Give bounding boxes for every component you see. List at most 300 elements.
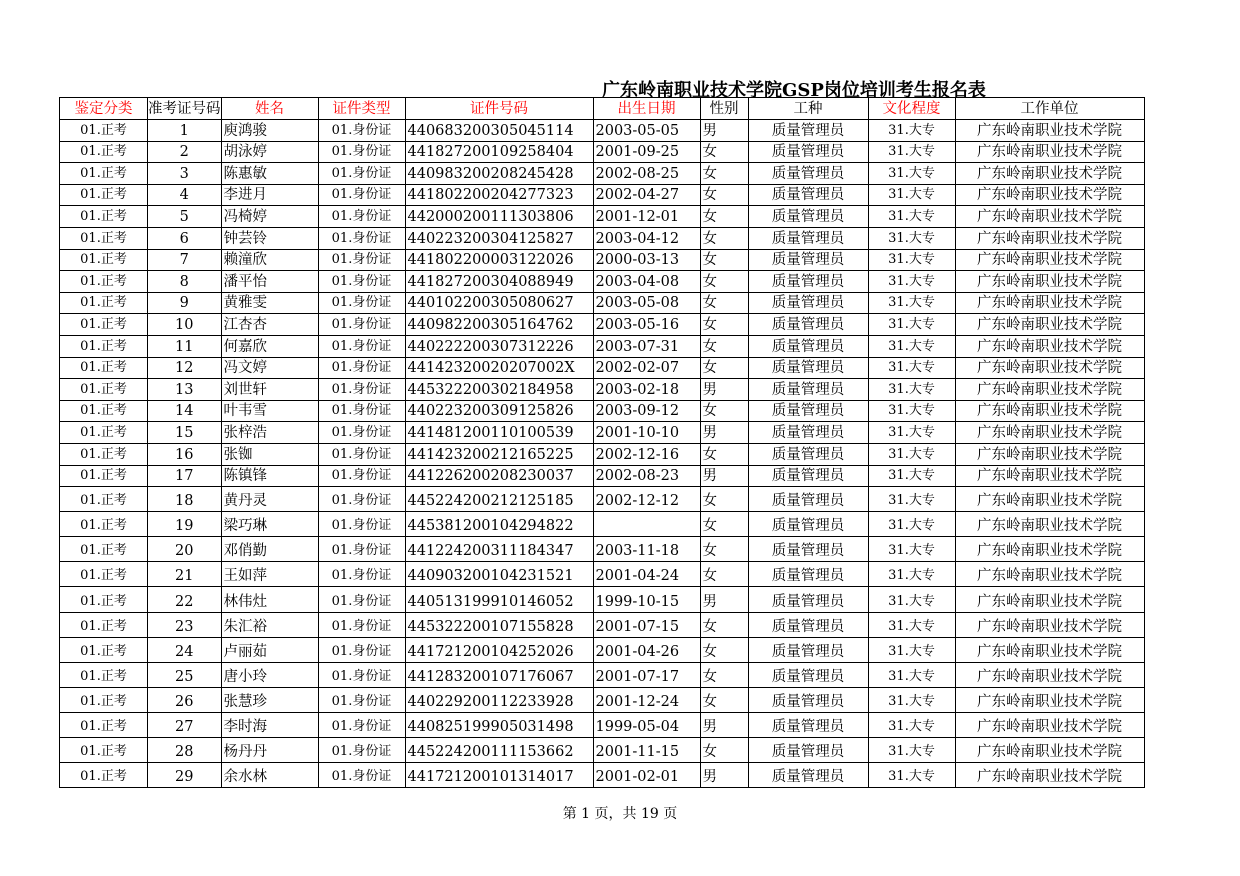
cell-category: 01.正考	[60, 314, 148, 336]
cell-name: 卢丽茹	[221, 637, 318, 662]
cell-job-type: 质量管理员	[748, 587, 868, 612]
cell-employer: 广东岭南职业技术学院	[955, 379, 1144, 401]
cell-category: 01.正考	[60, 184, 148, 206]
cell-birth-date: 2001-11-15	[593, 738, 700, 763]
cell-education: 31.大专	[868, 227, 955, 249]
cell-exam-number: 11	[148, 335, 222, 357]
cell-job-type: 质量管理员	[748, 335, 868, 357]
cell-name: 黄雅雯	[221, 292, 318, 314]
cell-birth-date: 2002-08-23	[593, 465, 700, 487]
cell-name: 胡泳婷	[221, 141, 318, 163]
header-employer: 工作单位	[955, 98, 1144, 120]
cell-category: 01.正考	[60, 738, 148, 763]
cell-job-type: 质量管理员	[748, 227, 868, 249]
cell-id-type: 01.身份证	[318, 562, 405, 587]
cell-name: 梁巧琳	[221, 512, 318, 537]
cell-id-number: 441827200109258404	[405, 141, 593, 163]
table-body	[60, 120, 1145, 788]
table-row	[60, 712, 1145, 737]
cell-exam-number: 24	[148, 637, 222, 662]
table-row	[60, 206, 1145, 228]
cell-id-type: 01.身份证	[318, 163, 405, 185]
header-birth-date: 出生日期	[593, 98, 700, 120]
cell-id-number: 441721200104252026	[405, 637, 593, 662]
cell-gender: 男	[700, 465, 748, 487]
cell-id-number: 445322200107155828	[405, 612, 593, 637]
cell-id-number: 440982200305164762	[405, 314, 593, 336]
cell-gender: 女	[700, 687, 748, 712]
cell-exam-number: 21	[148, 562, 222, 587]
cell-education: 31.大专	[868, 637, 955, 662]
cell-id-type: 01.身份证	[318, 422, 405, 444]
cell-id-type: 01.身份证	[318, 465, 405, 487]
cell-job-type: 质量管理员	[748, 184, 868, 206]
cell-education: 31.大专	[868, 512, 955, 537]
cell-education: 31.大专	[868, 443, 955, 465]
cell-birth-date: 2001-12-01	[593, 206, 700, 228]
cell-id-number: 440223200309125826	[405, 400, 593, 422]
cell-id-type: 01.身份证	[318, 712, 405, 737]
cell-employer: 广东岭南职业技术学院	[955, 249, 1144, 271]
cell-job-type: 质量管理员	[748, 712, 868, 737]
cell-employer: 广东岭南职业技术学院	[955, 292, 1144, 314]
cell-exam-number: 9	[148, 292, 222, 314]
cell-employer: 广东岭南职业技术学院	[955, 314, 1144, 336]
cell-id-type: 01.身份证	[318, 141, 405, 163]
cell-gender: 女	[700, 227, 748, 249]
cell-exam-number: 29	[148, 763, 222, 788]
table-row	[60, 465, 1145, 487]
cell-id-type: 01.身份证	[318, 206, 405, 228]
cell-id-number: 44142320020207002X	[405, 357, 593, 379]
table-row	[60, 422, 1145, 444]
cell-name: 陈镇锋	[221, 465, 318, 487]
cell-education: 31.大专	[868, 400, 955, 422]
cell-birth-date: 2003-07-31	[593, 335, 700, 357]
cell-id-type: 01.身份证	[318, 227, 405, 249]
cell-id-type: 01.身份证	[318, 335, 405, 357]
cell-name: 李进月	[221, 184, 318, 206]
cell-exam-number: 10	[148, 314, 222, 336]
cell-job-type: 质量管理员	[748, 271, 868, 293]
cell-name: 林伟灶	[221, 587, 318, 612]
cell-gender: 女	[700, 443, 748, 465]
cell-category: 01.正考	[60, 271, 148, 293]
table-row	[60, 227, 1145, 249]
cell-id-number: 440983200208245428	[405, 163, 593, 185]
cell-employer: 广东岭南职业技术学院	[955, 422, 1144, 444]
cell-employer: 广东岭南职业技术学院	[955, 271, 1144, 293]
cell-birth-date: 2001-12-24	[593, 687, 700, 712]
cell-birth-date: 2001-04-26	[593, 637, 700, 662]
cell-birth-date: 2001-07-17	[593, 662, 700, 687]
cell-id-number: 440683200305045114	[405, 120, 593, 142]
cell-employer: 广东岭南职业技术学院	[955, 141, 1144, 163]
cell-birth-date: 2002-12-16	[593, 443, 700, 465]
cell-exam-number: 20	[148, 537, 222, 562]
cell-id-type: 01.身份证	[318, 512, 405, 537]
cell-id-number: 440825199905031498	[405, 712, 593, 737]
cell-exam-number: 2	[148, 141, 222, 163]
cell-id-number: 440102200305080627	[405, 292, 593, 314]
cell-employer: 广东岭南职业技术学院	[955, 120, 1144, 142]
cell-birth-date: 2003-09-12	[593, 400, 700, 422]
cell-birth-date: 2003-04-08	[593, 271, 700, 293]
cell-category: 01.正考	[60, 465, 148, 487]
cell-name: 陈惠敏	[221, 163, 318, 185]
cell-gender: 女	[700, 184, 748, 206]
table-row	[60, 357, 1145, 379]
cell-name: 唐小玲	[221, 662, 318, 687]
header-id-number: 证件号码	[405, 98, 593, 120]
cell-employer: 广东岭南职业技术学院	[955, 335, 1144, 357]
cell-birth-date: 2003-05-05	[593, 120, 700, 142]
cell-name: 刘世轩	[221, 379, 318, 401]
cell-exam-number: 17	[148, 465, 222, 487]
header-job-type: 工种	[748, 98, 868, 120]
cell-id-number: 441283200107176067	[405, 662, 593, 687]
table-row	[60, 379, 1145, 401]
cell-education: 31.大专	[868, 379, 955, 401]
cell-name: 江杏杏	[221, 314, 318, 336]
cell-gender: 女	[700, 357, 748, 379]
cell-employer: 广东岭南职业技术学院	[955, 465, 1144, 487]
cell-education: 31.大专	[868, 163, 955, 185]
table-row	[60, 687, 1145, 712]
table-row	[60, 335, 1145, 357]
cell-category: 01.正考	[60, 120, 148, 142]
table-row	[60, 163, 1145, 185]
cell-birth-date: 2001-04-24	[593, 562, 700, 587]
cell-birth-date: 1999-05-04	[593, 712, 700, 737]
cell-category: 01.正考	[60, 443, 148, 465]
cell-job-type: 质量管理员	[748, 141, 868, 163]
table-row	[60, 400, 1145, 422]
cell-birth-date: 2002-04-27	[593, 184, 700, 206]
cell-education: 31.大专	[868, 335, 955, 357]
cell-id-type: 01.身份证	[318, 184, 405, 206]
cell-gender: 男	[700, 422, 748, 444]
cell-name: 何嘉欣	[221, 335, 318, 357]
cell-category: 01.正考	[60, 712, 148, 737]
cell-id-number: 440903200104231521	[405, 562, 593, 587]
cell-job-type: 质量管理员	[748, 465, 868, 487]
cell-education: 31.大专	[868, 184, 955, 206]
cell-job-type: 质量管理员	[748, 357, 868, 379]
cell-id-type: 01.身份证	[318, 120, 405, 142]
cell-education: 31.大专	[868, 562, 955, 587]
table-row	[60, 487, 1145, 512]
cell-job-type: 质量管理员	[748, 738, 868, 763]
cell-job-type: 质量管理员	[748, 763, 868, 788]
cell-name: 庾鸿骏	[221, 120, 318, 142]
cell-id-type: 01.身份证	[318, 487, 405, 512]
cell-category: 01.正考	[60, 512, 148, 537]
cell-exam-number: 6	[148, 227, 222, 249]
header-name: 姓名	[221, 98, 318, 120]
cell-job-type: 质量管理员	[748, 163, 868, 185]
cell-gender: 女	[700, 249, 748, 271]
cell-id-number: 440223200304125827	[405, 227, 593, 249]
cell-job-type: 质量管理员	[748, 249, 868, 271]
cell-name: 李时海	[221, 712, 318, 737]
cell-id-type: 01.身份证	[318, 357, 405, 379]
cell-id-type: 01.身份证	[318, 687, 405, 712]
cell-gender: 女	[700, 562, 748, 587]
cell-job-type: 质量管理员	[748, 422, 868, 444]
cell-birth-date: 2000-03-13	[593, 249, 700, 271]
cell-category: 01.正考	[60, 763, 148, 788]
cell-gender: 男	[700, 120, 748, 142]
cell-id-number: 445322200302184958	[405, 379, 593, 401]
cell-gender: 女	[700, 487, 748, 512]
table-row	[60, 587, 1145, 612]
cell-exam-number: 23	[148, 612, 222, 637]
cell-birth-date: 2002-02-07	[593, 357, 700, 379]
cell-gender: 女	[700, 271, 748, 293]
cell-birth-date: 2003-02-18	[593, 379, 700, 401]
cell-id-type: 01.身份证	[318, 612, 405, 637]
cell-id-type: 01.身份证	[318, 662, 405, 687]
cell-education: 31.大专	[868, 662, 955, 687]
cell-employer: 广东岭南职业技术学院	[955, 184, 1144, 206]
cell-id-type: 01.身份证	[318, 314, 405, 336]
cell-gender: 女	[700, 512, 748, 537]
cell-exam-number: 4	[148, 184, 222, 206]
cell-birth-date: 2001-09-25	[593, 141, 700, 163]
cell-education: 31.大专	[868, 487, 955, 512]
cell-job-type: 质量管理员	[748, 379, 868, 401]
cell-category: 01.正考	[60, 400, 148, 422]
page-title: 广东岭南职业技术学院GSP岗位培训考生报名表	[602, 80, 986, 101]
cell-job-type: 质量管理员	[748, 487, 868, 512]
cell-exam-number: 25	[148, 662, 222, 687]
cell-id-number: 441481200110100539	[405, 422, 593, 444]
cell-name: 张铷	[221, 443, 318, 465]
cell-gender: 女	[700, 400, 748, 422]
cell-job-type: 质量管理员	[748, 687, 868, 712]
cell-name: 冯椅婷	[221, 206, 318, 228]
cell-job-type: 质量管理员	[748, 537, 868, 562]
cell-education: 31.大专	[868, 422, 955, 444]
cell-exam-number: 14	[148, 400, 222, 422]
cell-name: 潘平怡	[221, 271, 318, 293]
cell-employer: 广东岭南职业技术学院	[955, 487, 1144, 512]
cell-name: 王如萍	[221, 562, 318, 587]
cell-birth-date: 2001-10-10	[593, 422, 700, 444]
cell-job-type: 质量管理员	[748, 206, 868, 228]
cell-gender: 女	[700, 314, 748, 336]
cell-category: 01.正考	[60, 141, 148, 163]
cell-gender: 女	[700, 537, 748, 562]
cell-category: 01.正考	[60, 422, 148, 444]
cell-name: 杨丹丹	[221, 738, 318, 763]
table-row	[60, 662, 1145, 687]
cell-gender: 女	[700, 335, 748, 357]
cell-exam-number: 7	[148, 249, 222, 271]
cell-id-number: 441721200101314017	[405, 763, 593, 788]
cell-category: 01.正考	[60, 537, 148, 562]
table-row	[60, 249, 1145, 271]
cell-id-type: 01.身份证	[318, 738, 405, 763]
cell-birth-date: 2001-07-15	[593, 612, 700, 637]
cell-gender: 男	[700, 587, 748, 612]
cell-employer: 广东岭南职业技术学院	[955, 357, 1144, 379]
cell-gender: 女	[700, 141, 748, 163]
cell-education: 31.大专	[868, 120, 955, 142]
cell-birth-date: 2003-05-08	[593, 292, 700, 314]
cell-exam-number: 16	[148, 443, 222, 465]
cell-job-type: 质量管理员	[748, 443, 868, 465]
cell-employer: 广东岭南职业技术学院	[955, 587, 1144, 612]
cell-id-number: 441802200204277323	[405, 184, 593, 206]
header-education: 文化程度	[868, 98, 955, 120]
cell-education: 31.大专	[868, 612, 955, 637]
cell-education: 31.大专	[868, 738, 955, 763]
cell-gender: 女	[700, 206, 748, 228]
cell-exam-number: 13	[148, 379, 222, 401]
cell-name: 张梓浩	[221, 422, 318, 444]
cell-gender: 女	[700, 163, 748, 185]
cell-id-number: 441224200311184347	[405, 537, 593, 562]
cell-id-type: 01.身份证	[318, 587, 405, 612]
cell-employer: 广东岭南职业技术学院	[955, 227, 1144, 249]
cell-birth-date: 1999-10-15	[593, 587, 700, 612]
cell-education: 31.大专	[868, 763, 955, 788]
cell-employer: 广东岭南职业技术学院	[955, 163, 1144, 185]
cell-education: 31.大专	[868, 712, 955, 737]
cell-education: 31.大专	[868, 314, 955, 336]
cell-education: 31.大专	[868, 687, 955, 712]
cell-name: 赖潼欣	[221, 249, 318, 271]
cell-birth-date: 2003-04-12	[593, 227, 700, 249]
cell-id-type: 01.身份证	[318, 249, 405, 271]
cell-employer: 广东岭南职业技术学院	[955, 512, 1144, 537]
table-row	[60, 292, 1145, 314]
cell-job-type: 质量管理员	[748, 292, 868, 314]
cell-job-type: 质量管理员	[748, 662, 868, 687]
cell-category: 01.正考	[60, 562, 148, 587]
cell-job-type: 质量管理员	[748, 314, 868, 336]
cell-job-type: 质量管理员	[748, 612, 868, 637]
cell-employer: 广东岭南职业技术学院	[955, 206, 1144, 228]
cell-exam-number: 1	[148, 120, 222, 142]
cell-id-type: 01.身份证	[318, 271, 405, 293]
cell-employer: 广东岭南职业技术学院	[955, 400, 1144, 422]
cell-category: 01.正考	[60, 249, 148, 271]
cell-education: 31.大专	[868, 357, 955, 379]
cell-exam-number: 12	[148, 357, 222, 379]
cell-id-type: 01.身份证	[318, 379, 405, 401]
cell-gender: 女	[700, 637, 748, 662]
cell-education: 31.大专	[868, 465, 955, 487]
cell-gender: 女	[700, 292, 748, 314]
table-row	[60, 314, 1145, 336]
cell-gender: 男	[700, 379, 748, 401]
cell-name: 钟芸铃	[221, 227, 318, 249]
cell-id-number: 441827200304088949	[405, 271, 593, 293]
table-row	[60, 612, 1145, 637]
cell-employer: 广东岭南职业技术学院	[955, 537, 1144, 562]
cell-birth-date: 2002-08-25	[593, 163, 700, 185]
cell-id-number: 445381200104294822	[405, 512, 593, 537]
table-row	[60, 120, 1145, 142]
cell-exam-number: 3	[148, 163, 222, 185]
cell-education: 31.大专	[868, 271, 955, 293]
cell-id-number: 440513199910146052	[405, 587, 593, 612]
cell-exam-number: 26	[148, 687, 222, 712]
cell-education: 31.大专	[868, 292, 955, 314]
cell-education: 31.大专	[868, 206, 955, 228]
cell-job-type: 质量管理员	[748, 120, 868, 142]
cell-category: 01.正考	[60, 587, 148, 612]
cell-employer: 广东岭南职业技术学院	[955, 763, 1144, 788]
header-exam-number: 准考证号码	[148, 98, 222, 120]
cell-category: 01.正考	[60, 662, 148, 687]
cell-gender: 女	[700, 662, 748, 687]
cell-gender: 男	[700, 712, 748, 737]
cell-id-number: 445224200212125185	[405, 487, 593, 512]
cell-employer: 广东岭南职业技术学院	[955, 712, 1144, 737]
table-row	[60, 637, 1145, 662]
cell-employer: 广东岭南职业技术学院	[955, 637, 1144, 662]
cell-job-type: 质量管理员	[748, 512, 868, 537]
cell-exam-number: 27	[148, 712, 222, 737]
header-category: 鉴定分类	[60, 98, 148, 120]
cell-id-number: 440222200307312226	[405, 335, 593, 357]
cell-birth-date: 2001-02-01	[593, 763, 700, 788]
table-row	[60, 443, 1145, 465]
cell-employer: 广东岭南职业技术学院	[955, 738, 1144, 763]
cell-category: 01.正考	[60, 637, 148, 662]
table-row	[60, 141, 1145, 163]
table-row	[60, 763, 1145, 788]
cell-exam-number: 19	[148, 512, 222, 537]
cell-education: 31.大专	[868, 537, 955, 562]
cell-id-type: 01.身份证	[318, 400, 405, 422]
cell-name: 邓俏勤	[221, 537, 318, 562]
cell-employer: 广东岭南职业技术学院	[955, 612, 1144, 637]
header-id-type: 证件类型	[318, 98, 405, 120]
cell-job-type: 质量管理员	[748, 562, 868, 587]
cell-employer: 广东岭南职业技术学院	[955, 662, 1144, 687]
cell-employer: 广东岭南职业技术学院	[955, 443, 1144, 465]
cell-category: 01.正考	[60, 335, 148, 357]
cell-job-type: 质量管理员	[748, 637, 868, 662]
cell-employer: 广东岭南职业技术学院	[955, 562, 1144, 587]
cell-birth-date: 2003-05-16	[593, 314, 700, 336]
table-row	[60, 738, 1145, 763]
table-row	[60, 184, 1145, 206]
cell-id-type: 01.身份证	[318, 537, 405, 562]
page-footer: 第 1 页，共 19 页	[562, 806, 678, 822]
cell-gender: 男	[700, 763, 748, 788]
header-row	[60, 98, 1145, 120]
registration-table	[59, 97, 1145, 788]
cell-category: 01.正考	[60, 379, 148, 401]
table-row	[60, 271, 1145, 293]
cell-gender: 女	[700, 738, 748, 763]
cell-category: 01.正考	[60, 487, 148, 512]
table-row	[60, 537, 1145, 562]
cell-category: 01.正考	[60, 292, 148, 314]
cell-id-type: 01.身份证	[318, 443, 405, 465]
cell-name: 叶韦雪	[221, 400, 318, 422]
cell-category: 01.正考	[60, 612, 148, 637]
cell-education: 31.大专	[868, 587, 955, 612]
cell-category: 01.正考	[60, 227, 148, 249]
cell-id-number: 445224200111153662	[405, 738, 593, 763]
